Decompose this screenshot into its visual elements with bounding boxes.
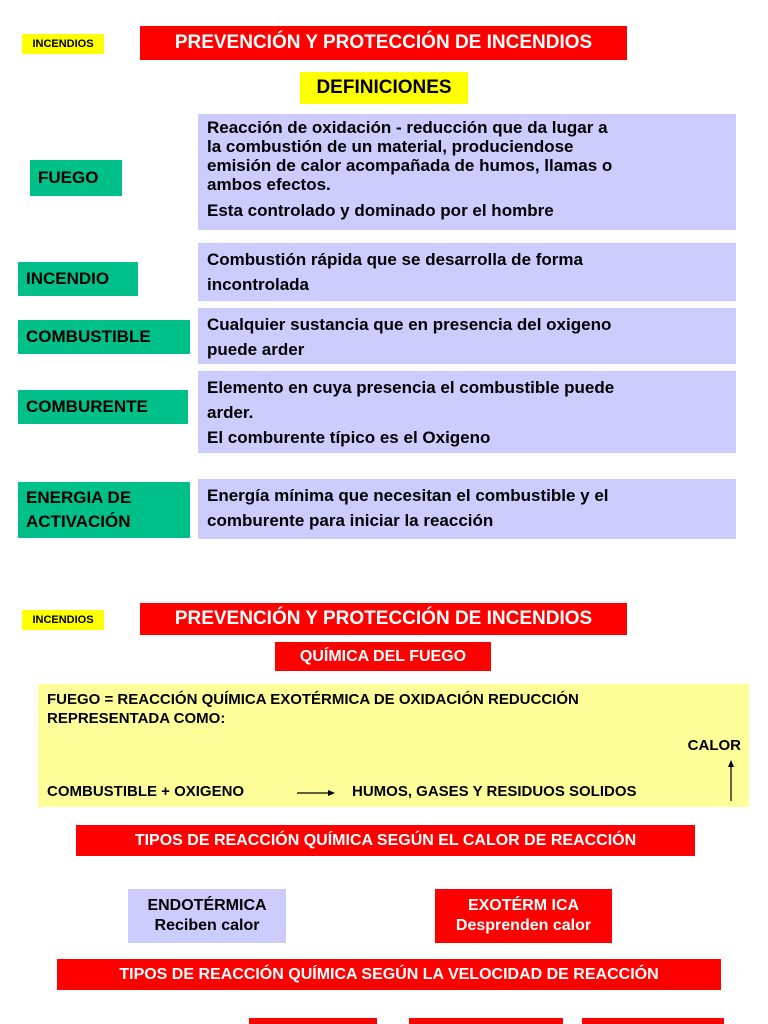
term-incendio: INCENDIO [18,262,138,296]
heading-calor-reaccion: TIPOS DE REACCIÓN QUÍMICA SEGÚN EL CALOR DE REACCIÓN [76,825,695,856]
reaction-line-2: REPRESENTADA COMO: [47,710,226,727]
reaction-type-box-1 [249,1018,377,1024]
definition-combustible: Cualquier sustancia que en presencia del oxigeno puede arder [198,308,736,364]
term-comburente: COMBURENTE [18,390,188,424]
term-fuego: FUEGO [30,160,122,196]
definition-energia-activacion: Energía mínima que necesitan el combustible y el comburente para iniciar la reacción [198,479,736,539]
term-energia-activacion: ENERGIA DE ACTIVACIÓN [18,482,190,538]
reaction-line-1: FUEGO = REACCIÓN QUÍMICA EXOTÉRMICA DE OXIDACIÓN REDUCCIÓN [47,691,579,708]
exotermica-title: EXOTÉRM ICA [467,897,580,914]
exotermica-sub: Desprenden calor [455,917,592,934]
equation-right: HUMOS, GASES Y RESIDUOS SOLIDOS [352,783,637,800]
term-combustible: COMBUSTIBLE [18,320,190,354]
reaction-type-box-2 [409,1018,563,1024]
equation-left: COMBUSTIBLE + OXIGENO [47,783,245,800]
reaction-box [38,684,749,807]
slide-title-2: PREVENCIÓN Y PROTECCIÓN DE INCENDIOS [140,603,627,635]
definition-incendio: Combustión rápida que se desarrolla de forma incontrolada [198,243,736,301]
calor-label: CALOR [687,737,741,754]
category-tag: INCENDIOS [22,34,104,54]
category-tag-2: INCENDIOS [22,610,104,630]
reaction-type-box-3 [582,1018,724,1024]
definition-fuego: Reacción de oxidación - reducción que da lugar a la combustión de un material, produciendose emisión de calor acompañada de humos, llamas o ambos efectos. Esta controlado y dominado por el hombre [198,114,736,230]
right-arrow-icon [296,788,336,798]
section-subtitle: DEFINICIONES [300,72,468,104]
slide-title: PREVENCIÓN Y PROTECCIÓN DE INCENDIOS [140,26,627,60]
up-arrow-icon [726,760,736,802]
exotermica-box [435,889,612,943]
endotermica-box [128,889,286,943]
definition-comburente: Elemento en cuya presencia el combustible puede arder. El comburente típico es el Oxigeno [198,371,736,453]
endotermica-title: ENDOTÉRMICA [147,897,267,914]
section-subtitle-2: QUÍMICA DEL FUEGO [275,642,491,671]
endotermica-sub: Reciben calor [154,917,260,934]
heading-velocidad-reaccion: TIPOS DE REACCIÓN QUÍMICA SEGÚN LA VELOCIDAD DE REACCIÓN [57,959,721,990]
